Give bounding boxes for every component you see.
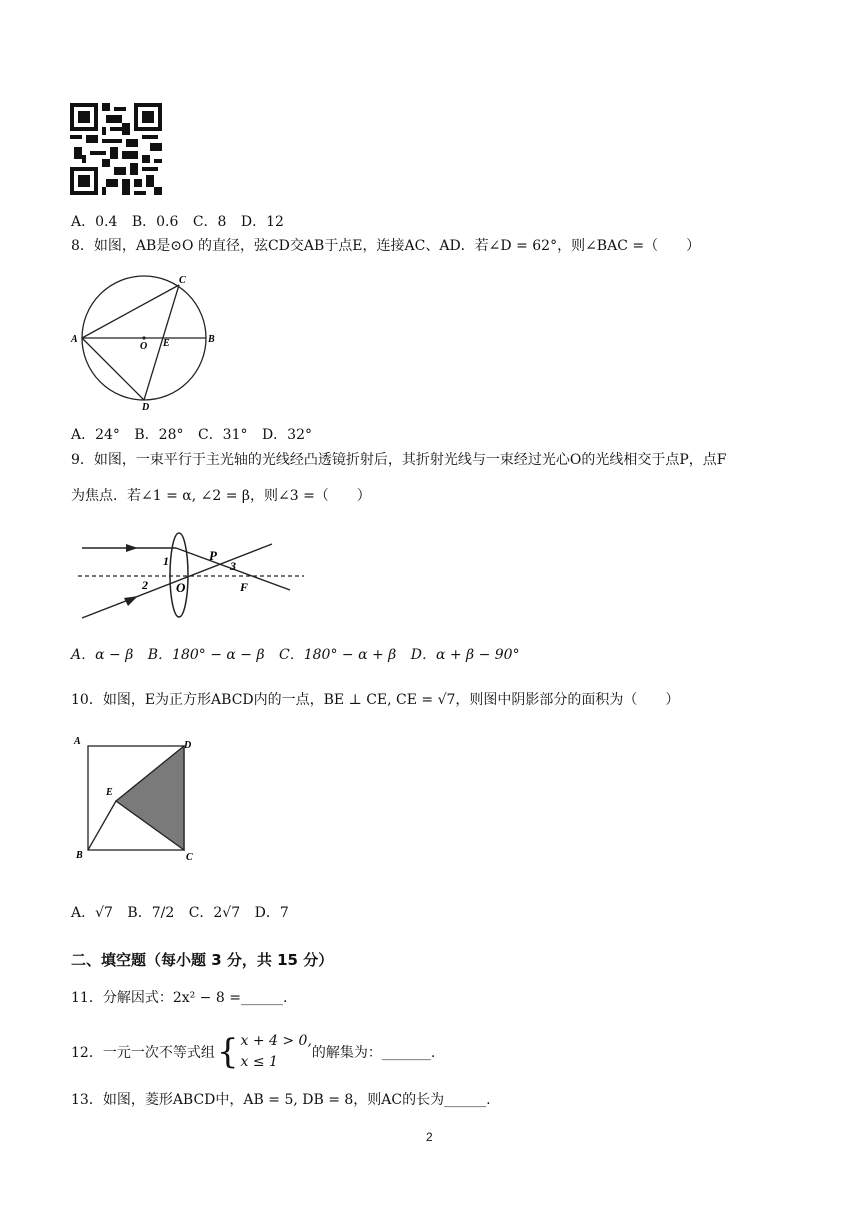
q9-option-a: A．α − β <box>71 647 134 663</box>
q10-label-e: E <box>106 787 113 798</box>
q7-option-a: A．0.4 <box>71 214 118 230</box>
q10-label-b: B <box>76 850 83 861</box>
q8-label-o: O <box>140 341 148 352</box>
q9-label-3: 3 <box>230 559 236 573</box>
q12-system <box>240 1031 311 1073</box>
q10-options <box>71 902 299 922</box>
q10-stem: 10．如图，E为正方形ABCD内的一点，BE ⊥ CE, CE = √7，则图中阴影部分的面积为（ ） <box>71 692 680 708</box>
q7-options <box>71 211 294 231</box>
q9-lens-figure <box>72 528 312 624</box>
q8-label-e: E <box>163 338 170 349</box>
q9-label-1: 1 <box>163 554 169 568</box>
qr-code-image <box>70 103 162 195</box>
q9-label-f: F <box>240 580 249 594</box>
q12-suffix: 的解集为：_______. <box>311 1045 436 1061</box>
q9-options <box>71 644 530 664</box>
q9-stem-line1: 9．如图，一束平行于主光轴的光线经凸透镜折射后，其折射光线与一束经过光心O的光线相交于点P，点F <box>71 452 727 468</box>
q12-inequality-2: x ≤ 1 <box>240 1054 278 1070</box>
q12 <box>71 1030 435 1074</box>
q10-label-d: D <box>184 740 192 751</box>
q11-stem: 11．分解因式：2x² − 8 =______. <box>71 990 288 1006</box>
q9-option-d: D．α + β − 90° <box>410 647 520 663</box>
q13-stem: 13．如图，菱形ABCD中，AB = 5, DB = 8，则AC的长为______. <box>71 1092 491 1108</box>
q10-option-d: D．7 <box>254 905 289 921</box>
q7-option-b: B．0.6 <box>131 214 179 230</box>
page-number: 2 <box>426 1130 433 1144</box>
q12-brace: { <box>216 1032 239 1072</box>
q7-option-d: D．12 <box>240 214 284 230</box>
q12-prefix: 12．一元一次不等式组 <box>71 1045 215 1061</box>
q8-label-d: D <box>142 402 150 412</box>
q9-label-p: P <box>209 548 217 563</box>
q8-label-b: B <box>208 334 215 345</box>
q8-options <box>71 424 322 444</box>
q9-label-o: O <box>176 580 186 595</box>
q7-option-c: C．8 <box>192 214 227 230</box>
q8-circle-figure <box>68 272 218 412</box>
q8-stem: 8．如图，AB是⊙O 的直径，弦CD交AB于点E，连接AC、AD．若∠D = 62°，则∠BAC =（ ） <box>71 238 701 254</box>
q9-label-2: 2 <box>142 578 148 592</box>
q10-option-b: B．7/2 <box>127 905 175 921</box>
q10-square-figure <box>70 732 200 867</box>
q8-option-d: D．32° <box>261 427 312 443</box>
section-2-title: 二、填空题（每小题 3 分，共 15 分） <box>71 951 334 969</box>
q10-label-c: C <box>186 852 193 863</box>
q8-label-c: C <box>179 275 186 286</box>
q9-option-b: B．180° − α − β <box>147 647 265 663</box>
q8-option-a: A．24° <box>71 427 120 443</box>
q8-option-b: B．28° <box>134 427 184 443</box>
q9-stem-line2: 为焦点．若∠1 = α, ∠2 = β，则∠3 =（ ） <box>71 488 371 504</box>
q9-option-c: C．180° − α + β <box>279 647 397 663</box>
q10-label-a: A <box>74 736 81 747</box>
q10-option-a: A．√7 <box>71 905 113 921</box>
q10-option-c: C．2√7 <box>188 905 241 921</box>
q8-option-c: C．31° <box>197 427 248 443</box>
q12-inequality-1: x + 4 > 0, <box>240 1033 312 1049</box>
q8-label-a: A <box>71 334 78 345</box>
